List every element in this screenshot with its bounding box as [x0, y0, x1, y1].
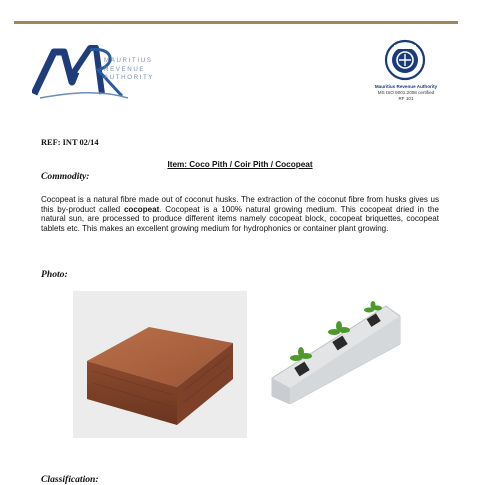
- photo-heading: Photo:: [41, 269, 68, 280]
- seal-ref: RF 101: [398, 96, 414, 101]
- item-title: [0, 160, 480, 169]
- item-title-text: Item: Coco Pith / Coir Pith / Cocopeat: [167, 160, 313, 169]
- logo-wordmark: [104, 57, 154, 83]
- logo-line-1: MAURITIUS: [104, 57, 153, 64]
- classification-heading: Classification:: [41, 474, 99, 485]
- header-rule: [14, 21, 458, 24]
- grow-bag-image: [268, 292, 402, 404]
- commodity-description: [41, 195, 439, 233]
- commodity-heading: Commodity:: [41, 171, 90, 182]
- cocopeat-block-image: [73, 291, 247, 438]
- description-part-1: Cocopeat is a natural fibre made out of coconut husks. The extraction of the coconut fibre from husks gives us this by-product called: [41, 195, 439, 214]
- description-bold-term: cocopeat: [123, 204, 160, 214]
- logo-line-2: REVENUE: [104, 65, 146, 73]
- logo-line-3: AUTHORITY: [104, 74, 155, 82]
- seal-caption: [352, 84, 460, 102]
- reference-number: REF: INT 02/14: [41, 138, 99, 147]
- seal-cert: MS ISO 9001:2008 certified: [377, 90, 435, 95]
- certification-seal: [384, 39, 426, 81]
- description-part-2: . Cocopeat is a 100% natural growing medium. This cocopeat dried in the natural sun, are processed to produce different items namely cocopeat block, cocopeat briquettes, cocopeat tablets etc. This makes an excellent growing medium for hydrophonics or container plant growing.: [41, 204, 439, 233]
- seal-org-name: Mauritius Revenue Authority: [374, 84, 438, 89]
